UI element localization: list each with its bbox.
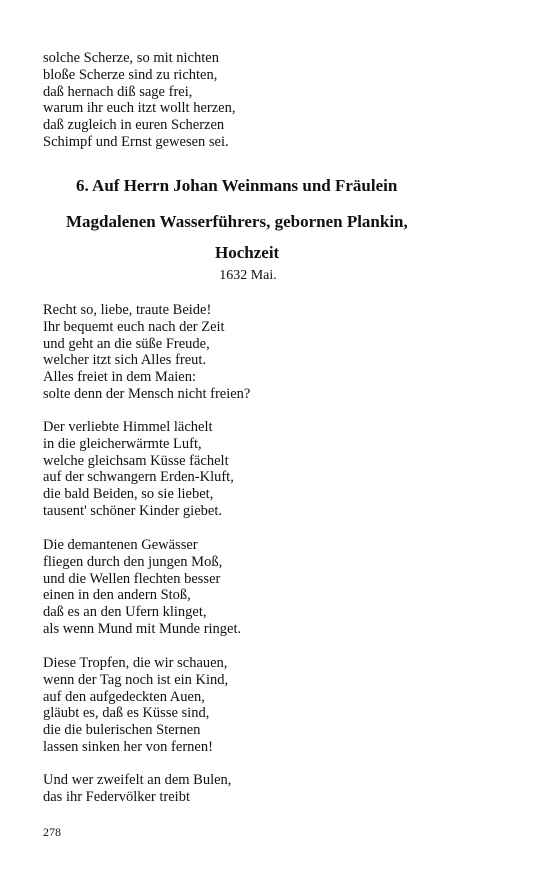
verse-line: wenn der Tag noch ist ein Kind, [43,671,229,688]
verse-line: welche gleichsam Küsse fächelt [43,452,229,469]
poem-title-line-3: Hochzeit [215,243,280,262]
verse-line: die die bulerischen Sternen [43,722,201,739]
verse-line: Die demantenen Gewässer [43,537,198,553]
poem-date: 1632 Mai. [219,268,277,283]
verse-line: gläubt es, daß es Küsse sind, [43,705,210,722]
intro-stanza [43,50,235,151]
stanza-2 [43,419,234,520]
verse-line: warum ihr euch itzt wollt herzen, [43,100,236,117]
verse-line: die bald Beiden, so sie liebet, [43,486,214,503]
poem-title-line-2: Magdalenen Wasserführers, gebornen Plankin, [66,212,408,231]
verse-line: Und wer zweifelt an dem Bulen, [43,772,232,788]
stanza-3 [43,537,241,638]
verse-line: Der verliebte Himmel lächelt [43,419,213,435]
verse-line: welcher itzt sich Alles freut. [43,352,207,369]
verse-line: lassen sinken her von fernen! [43,738,213,755]
page-number: 278 [43,825,61,839]
verse-line: Alles freiet in dem Maien: [43,369,197,386]
verse-line: bloße Scherze sind zu richten, [43,66,218,83]
verse-line: Diese Tropfen, die wir schauen, [43,655,228,671]
verse-line: einen in den andern Stoß, [43,587,191,604]
stanza-1 [43,302,250,403]
verse-line: daß hernach diß sage frei, [43,83,193,100]
verse-line: tausent' schöner Kinder giebet. [43,502,222,519]
verse-line: Ihr bequemt euch nach der Zeit [43,318,225,335]
verse-line: Recht so, liebe, traute Beide! [43,302,212,318]
verse-line: auf der schwangern Erden-Kluft, [43,469,234,486]
verse-line: und geht an die süße Freude, [43,335,210,352]
stanza-5 [43,772,231,806]
verse-line: solche Scherze, so mit nichten [43,50,219,66]
verse-line: Schimpf und Ernst gewesen sei. [43,133,229,150]
verse-line: daß zugleich in euren Scherzen [43,117,225,134]
poem-title-line-1: 6. Auf Herrn Johan Weinmans und Fräulein [76,176,398,195]
verse-line: und die Wellen flechten besser [43,570,221,587]
stanza-4 [43,655,228,756]
verse-line: als wenn Mund mit Munde ringet. [43,620,242,637]
verse-line: fliegen durch den jungen Moß, [43,553,223,570]
verse-line: solte denn der Mensch nicht freien? [43,385,251,402]
verse-line: das ihr Federvölker treibt [43,788,190,805]
verse-line: daß es an den Ufern klinget, [43,604,207,621]
verse-line: auf den aufgedeckten Auen, [43,688,205,705]
verse-line: in die gleicherwärmte Luft, [43,435,202,452]
